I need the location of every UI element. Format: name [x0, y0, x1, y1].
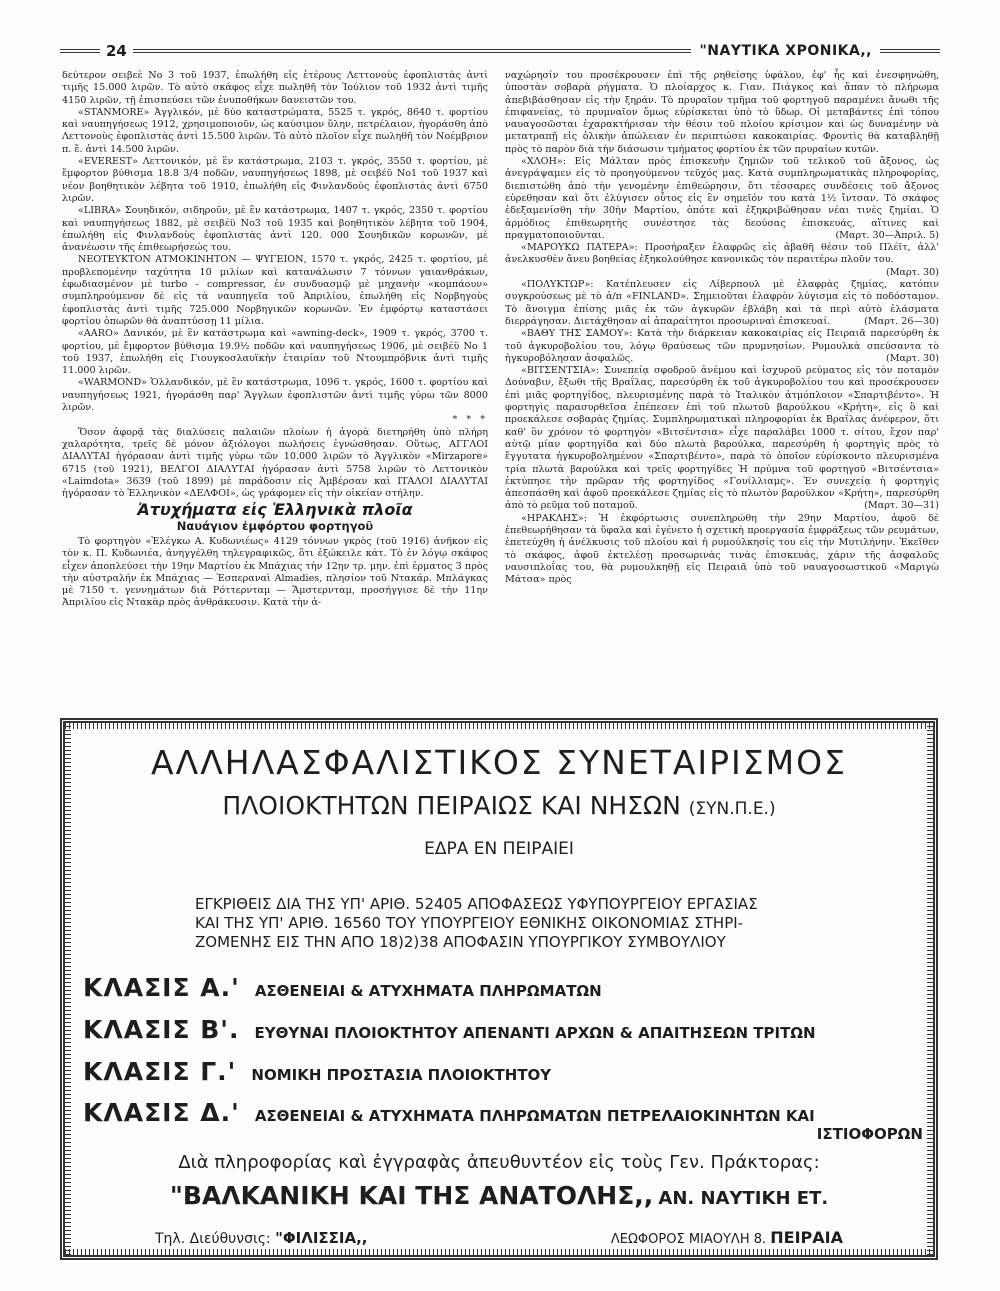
article-paragraph: «EVEREST» Λεττονικόν, μὲ ἓν κατάστρωμα, 2103 τ. γκρός, 3550 τ. φορτίου, μὲ ἔμφορτον βύθισμα 18.8 3/4 ποδῶν, ναυπηγήσεως 1898, μὲ σειβέϋ Νο1 τοῦ 1937 καὶ νέον βοηθητικὸν λέβητα τοῦ 1910, ἐπωλήθη εἰς Φινλανδοὺς ἐφοπλιστὰς ἀντὶ 6750 λιρῶν. — [62, 156, 488, 204]
accident-report-paragraph — [505, 156, 939, 242]
sub-heading: Ναυάγιον ἐμφόρτου φορτηγοῦ — [176, 518, 374, 533]
accident-report-text: «ΧΛΟΗ»: Εἰς Μάλταν πρὸς ἐπισκευὴν ζημιῶν τοῦ τελικοῦ τοῦ ἄξονος, ὡς ἀνεγράψαμεν εἰς τὸ προηγούμενον τεῦχός μας. Κατὰ συμπληρωματικὰς πληροφορίας, διεπιστώθη ἀπὸ τὴν γενομένην ἐπιθεώρησιν, ὅτι τέσσαρες συνδέσεις τοῦ ἄξονος εὑρεθησαν καὶ ὅτι ἐλύγισεν οὗτος εἰς ἓν σημεῖόν του κατὰ 1½ ἴντσαν. Τὸ σκάφος ἐδεξαμενίσθη τὴν 30ὴν Μαρτίου, ὁπότε καὶ ἐξηκριβώθησαν νέαι τινὲς ζημίαι. Ὁ ἁρμόδιος ἐπιθεωρητὴς συνέστησε τὰς δεούσας ἐπισκευάς, αἵτινες καὶ πραγματοποιοῦνται. — [505, 156, 939, 241]
telegraph-value: "ΦΙΛΙΣΣΙΑ,, — [275, 1229, 368, 1247]
accident-report-paragraph — [505, 242, 939, 279]
class-d-row — [83, 1098, 923, 1143]
article-paragraph: «AARO» Δανικόν, μὲ ἓν κατάστρωμα καὶ «awning-deck», 1909 τ. γκρός, 3700 τ. φορτίου, μὲ ἔμφορτον βύθισμα 19.9½ ποδῶν καὶ ναυπηγήσεως 1906, μὲ σειβέϋ Νο 1 τοῦ 1937, ἐπωλήθη εἰς Γιουγκοσλαυϊκὴν ἑταιρίαν τοῦ Ντουμπρόβνικ ἀντὶ τιμῆς 11.000 λιρῶν. — [62, 328, 488, 377]
telegraph-address — [155, 1229, 368, 1247]
ad-border-top — [65, 723, 933, 729]
ad-title-line2 — [65, 791, 933, 820]
accident-report-text: ναχώρησίν του προσέκρουσεν ἐπὶ τῆς ρηθείσης ὑφάλου, ἐφ' ἧς καὶ ἐνεσφηνώθη, ὑποστὰν σοβαρὰ ρήγματα. Ὁ πλοίαρχος κ. Γιαν. Πιάγκος καὶ ἅπαν τὸ πλήρωμα ἀπεβιβάσθησαν εἰς τὴν ξηράν. Τὸ πρυραῖον τμῆμα τοῦ φορτηγοῦ παραμένει ἄνωθι τῆς ἐπιφανείας, τὸ πρυμναῖον ὅμως εὑρίσκεται ὑπὸ τὸ ὕδωρ. Οἱ μεταβάντες ἐπὶ τόπου ναυαγοσῶσται ἐχαρακτήρισαν τὴν θέσιν τοῦ πλοίου κρίσιμον καὶ ὡς δυναμένην νὰ μετατραπῇ εἰς ὁλικὴν ἀπώλειαν ἐν περιπτώσει κακοκαιρίας. Φροντὶς θὰ καταβληθῇ πρὸς τὸ παρὸν διὰ τὴν διάσωσιν τμήματος φορτίου ἐκ τῶν πρυραίων κυτῶν. — [505, 70, 939, 155]
class-c-label: ΚΛΑΣΙΣ Γ.' — [83, 1057, 237, 1086]
accident-report-date: (Μαρτ. 30) — [885, 266, 939, 278]
article-paragraph: δεύτερον σειβεὲ Νο 3 τοῦ 1937, ἐπωλήθη εἰς ἑτέρους Λεττονοὺς ἐφοπλιστὰς ἀντὶ τιμῆς 15.000 λιρῶν. Τὸ αὐτὸ σκάφος εἶχε πωληθῆ τὸν Ἰούλιον τοῦ 1932 ἀντὶ τιμῆς 4150 λιρῶν, τῇ ἐπισπεύσει τῶν ἐνυποθήκων δανειστῶν του. — [62, 70, 488, 106]
ad-border-bottom — [65, 1249, 933, 1255]
accident-report-text: «ΗΡΑΚΛΗΣ»: Ἡ ἐκφόρτωσις συνεπληρώθη τὴν 29ην Μαρτίου, ἀφοῦ δὲ ἐπεθεωρήθησαν τὰ ὕφαλα καὶ ἐγένετο ἡ σχετικὴ προεργασία ἐμφράξεως τῶν ρευμάτων, ἐπετεύχθη ἡ ἀνέλκυσις τοῦ πλοίου καὶ ἡ ρυμούλκησίς του εἰς τὴν Μυτιλήνην. Ἐκεῖθεν τὸ σκάφος, ἀφοῦ ἐκτελέσῃ προσωρινὰς τινὰς ἐπισκευάς, χάριν τῆς ἀσφαλοῦς ναυσιπλοΐας του, θὰ ρυμουλκηθῇ εἰς Πειραιᾶ ὑπὸ τοῦ ναυαγοσωστικοῦ «Μαριγὼ Μάτσα» πρὸς — [505, 512, 939, 586]
insurance-advertisement — [60, 718, 938, 1260]
article-paragraph: «STANMORE» Ἀγγλικόν, μὲ δύο καταστρώματα, 5525 τ. γκρός, 8640 τ. φορτίου καὶ ναυπηγήσεως 1912, χρησιμοποιοῦν, ὡς καύσιμον ὕλην, πετρέλαιον, ἠγοράσθη ἀπὸ Λεττονοὺς ἐφοπλιστὰς ἀντὶ 15.500 λιρῶν. Τὸ αὐτὸ πλοῖον εἶχε πωληθῆ τὸν Νοέμβριον π. ἔ. ἀντὶ 14.500 λιρῶν. — [62, 106, 488, 155]
telegraph-label: Τηλ. Διεύθυνσις: — [155, 1231, 271, 1247]
class-d-description-continued: ΙΣΤΙΟΦΟΡΩΝ — [816, 1125, 923, 1143]
class-a-label: ΚΛΑΣΙΣ Α.' — [83, 973, 240, 1002]
ad-footer — [155, 1228, 843, 1247]
street-address — [611, 1228, 843, 1247]
header-rule-middle — [133, 49, 692, 53]
ad-agent — [65, 1181, 933, 1210]
class-d-label: ΚΛΑΣΙΣ Δ.' — [83, 1098, 240, 1127]
address-city: ΠΕΙΡΑΙΑ — [770, 1228, 843, 1247]
class-a-description: ΑΣΘΕΝΕΙΑΙ & ΑΤΥΧΗΜΑΤΑ ΠΛΗΡΩΜΑΤΩΝ — [254, 982, 602, 1000]
class-d-description: ΑΣΘΕΝΕΙΑΙ & ΑΤΥΧΗΜΑΤΑ ΠΛΗΡΩΜΑΤΩΝ ΠΕΤΡΕΛΑΙΟΚΙΝΗΤΩΝ ΚΑΙ — [254, 1107, 815, 1125]
page-number: 24 — [106, 42, 127, 60]
class-c-row — [83, 1057, 551, 1086]
article-paragraph: «WARMOND» Ὁλλανδικόν, μὲ ἓν κατάστρωμα, 1096 τ. γκρός, 1600 τ. φορτίου καὶ ναυπηγήσεως 1921, ἠγοράσθη παρ' Ἄγγλων ἐφοπλιστῶν ἀντὶ τιμῆς γύρω τῶν 8000 λιρῶν. — [62, 377, 488, 414]
agent-suffix: ΑΝ. ΝΑΥΤΙΚΗ ΕΤ. — [658, 1188, 829, 1209]
approval-line: ΖΟΜΕΝΗΣ ΕΙΣ ΤΗΝ ΑΠΟ 18)2)38 ΑΠΟΦΑΣΙΝ ΥΠΟΥΡΓΙΚΟΥ ΣΥΜΒΟΥΛΙΟΥ — [195, 933, 726, 951]
class-b-description: ΕΥΘΥΝΑΙ ΠΛΟΙΟΚΤΗΤΟΥ ΑΠΕΝΑΝΤΙ ΑΡΧΩΝ & ΑΠΑΙΤΗΣΕΩΝ ΤΡΙΤΩΝ — [254, 1024, 816, 1042]
section-heading: Ἀτυχήματα εἰς Ἑλληνικὰ πλοῖα — [137, 500, 413, 520]
article-paragraph: Τὸ φορτηγὸν «Ἐλέγκω Α. Κυδωνιέως» 4129 τόννων γκρὸς (τοῦ 1916) ἀνῆκον εἰς τὸν κ. Π. Κυδωνιέα, ἀνηγγέλθη τηλεγραφικῶς, ὅτι ἐξώκειλε κάτ. Τὸ ἐν λόγῳ σκάφος εἶχεν ἀποπλεύσει τὴν 19ην Μαρτίου ἐκ Μπάχιας τὴν 12ην τρ. μην. ἐπὶ ἐρματος 3 πρὸς τὴν αὐστραλήν ἐκ Μπάχιας — Ἐσπεραναὶ Almadies, πλησίον τοῦ Ντακάρ. Μπλάγκας μὲ 7150 τ. γεννημάτων διὰ Ρόττερνταμ — Ἄμστερνταμ, προσήγγισε δὲ τὴν 11ην Ἀπριλίου εἰς Ντακὰρ πρὸς ἀνθράκευσιν. Κατὰ τὴν ἀ- — [62, 535, 488, 609]
accident-report-paragraph — [505, 279, 939, 328]
ad-info-line: Διὰ πληροφορίας καὶ ἐγγραφὰς ἀπευθυντέον εἰς τοὺς Γεν. Πράκτορας: — [178, 1152, 820, 1173]
article-paragraph: ΝΕΟΤΕΥΚΤΟΝ ΑΤΜΟΚΙΝΗΤΟΝ — ΨΥΓΕΙΟΝ, 1570 τ. γκρός, 2425 τ. φορτίου, μὲ προβλεπομένην ταχύτητα 10 μιλίων καὶ κατανάλωσιν 7 τόννων γαιανθράκων, ἐφωδιασμένον μὲ turbo - compressor, ἐν συνδυασμῷ μὲ μηχανὴν «κομπάουν» συμπληρούμενον δὲ εἰς τὰ ναυπηγεῖα τοῦ Ἀπριλίου, ἐπωλήθη εἰς Νορβηγοὺς ἐφοπλιστὰς ἀντὶ τιμῆς 725.000 Νορβηγικῶν κορωνῶν. Ἐν ἐμφόρτῳ καταστάσει φορτίου ὀπωρῶν θὰ ἀναπτύσσῃ 11 μίλια. — [62, 254, 488, 327]
agent-name: "ΒΑΛΚΑΝΙΚΗ ΚΑΙ ΤΗΣ ΑΝΑΤΟΛΗΣ,, — [169, 1181, 654, 1210]
accident-report-paragraph — [505, 328, 939, 365]
class-b-row — [83, 1015, 816, 1044]
accident-report-text: «ΜΑΡΟΥΚΩ ΠΑΤΕΡΑ»: Προσήραξεν ἐλαφρῶς εἰς ἀβαθῆ θέσιν τοῦ Πλέϊτ, ἀλλ' ἀνελκυσθὲν ἄνευ βοηθείας ἐξηκολούθησε κανονικῶς τὸν περαιτέρω πλοῦν του. — [505, 242, 939, 266]
accident-report-text: «ΒΑΘΥ ΤΗΣ ΣΑΜΟΥ»: Κατὰ τὴν διάρκειαν κακοκαιρίας εἰς Πειραιᾶ παρεσύρθη ἐκ τοῦ ἀγκυροβολίου του, λόγῳ θραύσεως τῶν πρυμνησίων. Ρυμουλκὰ σπεύσαντα τὸ ἠγκυροβόλησαν ἀσφαλῶς. — [505, 328, 939, 364]
header-rule-right — [880, 49, 940, 53]
left-column — [62, 70, 488, 610]
class-b-label: ΚΛΑΣΙΣ Β'. — [83, 1015, 240, 1044]
ad-approval-text — [195, 895, 835, 952]
section-separator: * * * — [452, 414, 488, 426]
accident-report-date: (Μαρτ. 26—30) — [864, 315, 939, 327]
page-header — [60, 42, 940, 60]
accident-report-date: (Μαρτ. 30—Ἀπριλ. 5) — [835, 229, 939, 241]
article-paragraph: Ὅσον ἀφορᾷ τὰς διαλύσεις παλαιῶν πλοίων ἡ ἀγορὰ διετηρήθη ὑπὸ πλήρη χαλαρότητα, τρεῖς δὲ μόνον ἀξιόλογοι πωλήσεις ἐγνώσθησαν. Οὕτως, ΑΓΓΛΟΙ ΔΙΑΛΥΤΑΙ ἠγόρασαν ἀντὶ τιμῆς γύρω τῶν 10.000 λιρῶν τὸ Ἀγγλικὸν «Mirzapore» 6715 (τοῦ 1921), ΒΕΛΓΟΙ ΔΙΑΛΥΤΑΙ ἠγόρασαν ἀντὶ 5758 λιρῶν τὸ Λεττονικὸν «Laimdota» 3639 (τοῦ 1899) μὲ παράδοσιν εἰς Ἀμβέρσαν καὶ ΙΤΑΛΟΙ ΔΙΑΛΥΤΑΙ ἠγόρασαν τὸ Ἑλληνικὸν «ΔΕΛΦΟΙ», ὡς γράφομεν εἰς τὴν οἰκείαν στήλην. — [62, 426, 488, 500]
accident-report-text: «ΠΟΛΥΚΤΩΡ»: Κατέπλευσεν εἰς Λίβερπουλ μὲ ἐλαφρὰς ζημίας, κατόπιν συγκρούσεως μὲ τὸ ἀ/π «FINLAND». Σημειοῦται ἐλαφρὸν λύγισμα εἰς τὸ ποδόσταμον. Τὸ ἄνοιγμα ἐπίσης μιᾶς ἐκ τῶν ἀγκυρῶν ἐβλάβη καὶ τὰ περὶ αὐτὸ ἐλάσματα διερράγησαν. Διετάχθησαν αἱ ἀπαραίτητοι προσωριναὶ ἐπισκευαί. — [505, 279, 939, 327]
article-paragraph: «LIBRA» Σουηδικόν, σιδηροῦν, μὲ ἓν κατάστρωμα, 1407 τ. γκρός, 2350 τ. φορτίου καὶ ναυπηγήσεως 1882, μὲ σειβέϋ Νο3 τοῦ 1935 καὶ βοηθητικὸν λέβητα τοῦ 1904, ἐπωλήθη εἰς Φινλανδοὺς ἐφοπλιστὰς ἀντὶ 120. 000 Σουηδικῶν κορωνῶν, μὲ ἀνανέωσιν τῆς ἐπιθεωρήσεώς του. — [62, 205, 488, 254]
accident-report-date: (Μαρτ. 30) — [885, 352, 939, 364]
right-column — [505, 70, 939, 586]
class-a-row — [83, 973, 602, 1002]
ad-title-abbr: (ΣΥΝ.Π.Ε.) — [688, 799, 776, 819]
accident-report-date: (Μαρτ. 30—31) — [864, 500, 939, 512]
ad-title-line1: ΑΛΛΗΛΑΣΦΑΛΙΣΤΙΚΟΣ ΣΥΝΕΤΑΙΡΙΣΜΟΣ — [151, 743, 847, 782]
approval-line: ΕΓΚΡΙΘΕΙΣ ΔΙΑ ΤΗΣ ΥΠ' ΑΡΙΘ. 52405 ΑΠΟΦΑΣΕΩΣ ΥΦΥΠΟΥΡΓΕΙΟΥ ΕΡΓΑΣΙΑΣ — [195, 895, 758, 913]
accident-report-paragraph — [505, 513, 939, 587]
class-c-description: ΝΟΜΙΚΗ ΠΡΟΣΤΑΣΙΑ ΠΛΟΙΟΚΤΗΤΟΥ — [251, 1066, 552, 1084]
ad-seat: ΕΔΡΑ ΕΝ ΠΕΙΡΑΙΕΙ — [424, 839, 574, 859]
accident-report-paragraph — [505, 70, 939, 156]
accident-report-paragraph — [505, 365, 939, 513]
ad-title-line2-text: ΠΛΟΙΟΚΤΗΤΩΝ ΠΕΙΡΑΙΩΣ ΚΑΙ ΝΗΣΩΝ — [222, 791, 681, 820]
address-street: ΛΕΩΦΟΡΟΣ ΜΙΑΟΥΛΗ 8. — [610, 1232, 767, 1247]
header-rule-left — [60, 49, 100, 53]
magazine-title: "ΝΑΥΤΙΚΑ ΧΡΟΝΙΚΑ,, — [699, 43, 872, 59]
approval-line: ΚΑΙ ΤΗΣ ΥΠ' ΑΡΙΘ. 16560 ΤΟΥ ΥΠΟΥΡΓΕΙΟΥ ΕΘΝΙΚΗΣ ΟΙΚΟΝΟΜΙΑΣ ΣΤΗΡΙ- — [195, 914, 744, 932]
accident-report-text: «ΒΙΤΣΕΝΤΣΙΑ»: Συνεπείᾳ σφοδροῦ ἀνέμου καὶ ἰσχυροῦ ρεύματος εἰς τὸν ποταμὸν Δούναβιν, ἔξωθι τῆς Βραΐλας, παρεσύρθη ἐκ τοῦ ἀγκυροβολίου του καὶ προσέκρουσεν ἐπὶ μιᾶς φορτηγίδος, πλευρισμένης παρὰ τὸ Ἰταλικὸν ἀτμόπλοιον «Σπαρτιβέντο». Ἡ φορτηγὶς παρασυρθεῖσα ἐπέπεσεν ἐπὶ τοῦ πλωτοῦ βαρούλκου «Κρήτη», εἰς ὃ καὶ προεκάλεσε σοβαρὰς ζημίας. Συμπληρωματικαὶ πληροφορίαι ἐκ Βραΐλας ἀνέφερον, ὅτι καθ' ὃν χρόνον τὸ φορτηγὸν «Βιτσέντσια» εἶχε παραλάβει 1000 τ. σίτου, ἔχον παρ' αὐτῷ μίαν φορτηγίδα καὶ δύο πλωτὰ βαρούλκα, παρεσύρθη ἡ φορτηγὶς πρὸς τὸ ἔγγυτατα ἠγκυροβολημένον «Σπαρτιβέντο», παρὰ τὸ ὁποῖον εὑρίσκοντο πλευρισμένα τρία πλωτὰ βαρούλκα καὶ τρεῖς φορτηγίδες Ἡ πρύμνα τοῦ φορτηγοῦ «Βιτσέντσια» ἐκτύπησε τὴν πρῶραν τῆς φορτηγίδος «Γουίλλιαμς». Ἐν συνεχείᾳ ἡ φορτηγὶς ἀπεσπάσθη καὶ ἀφοῦ προεκάλεσε ζημίας εἰς τὸ πλωτὸν βαροῦλκον «Κρήτη», παρεσύρθη ἀπὸ τὸ ρεῦμα τοῦ ποταμοῦ. — [505, 365, 939, 512]
